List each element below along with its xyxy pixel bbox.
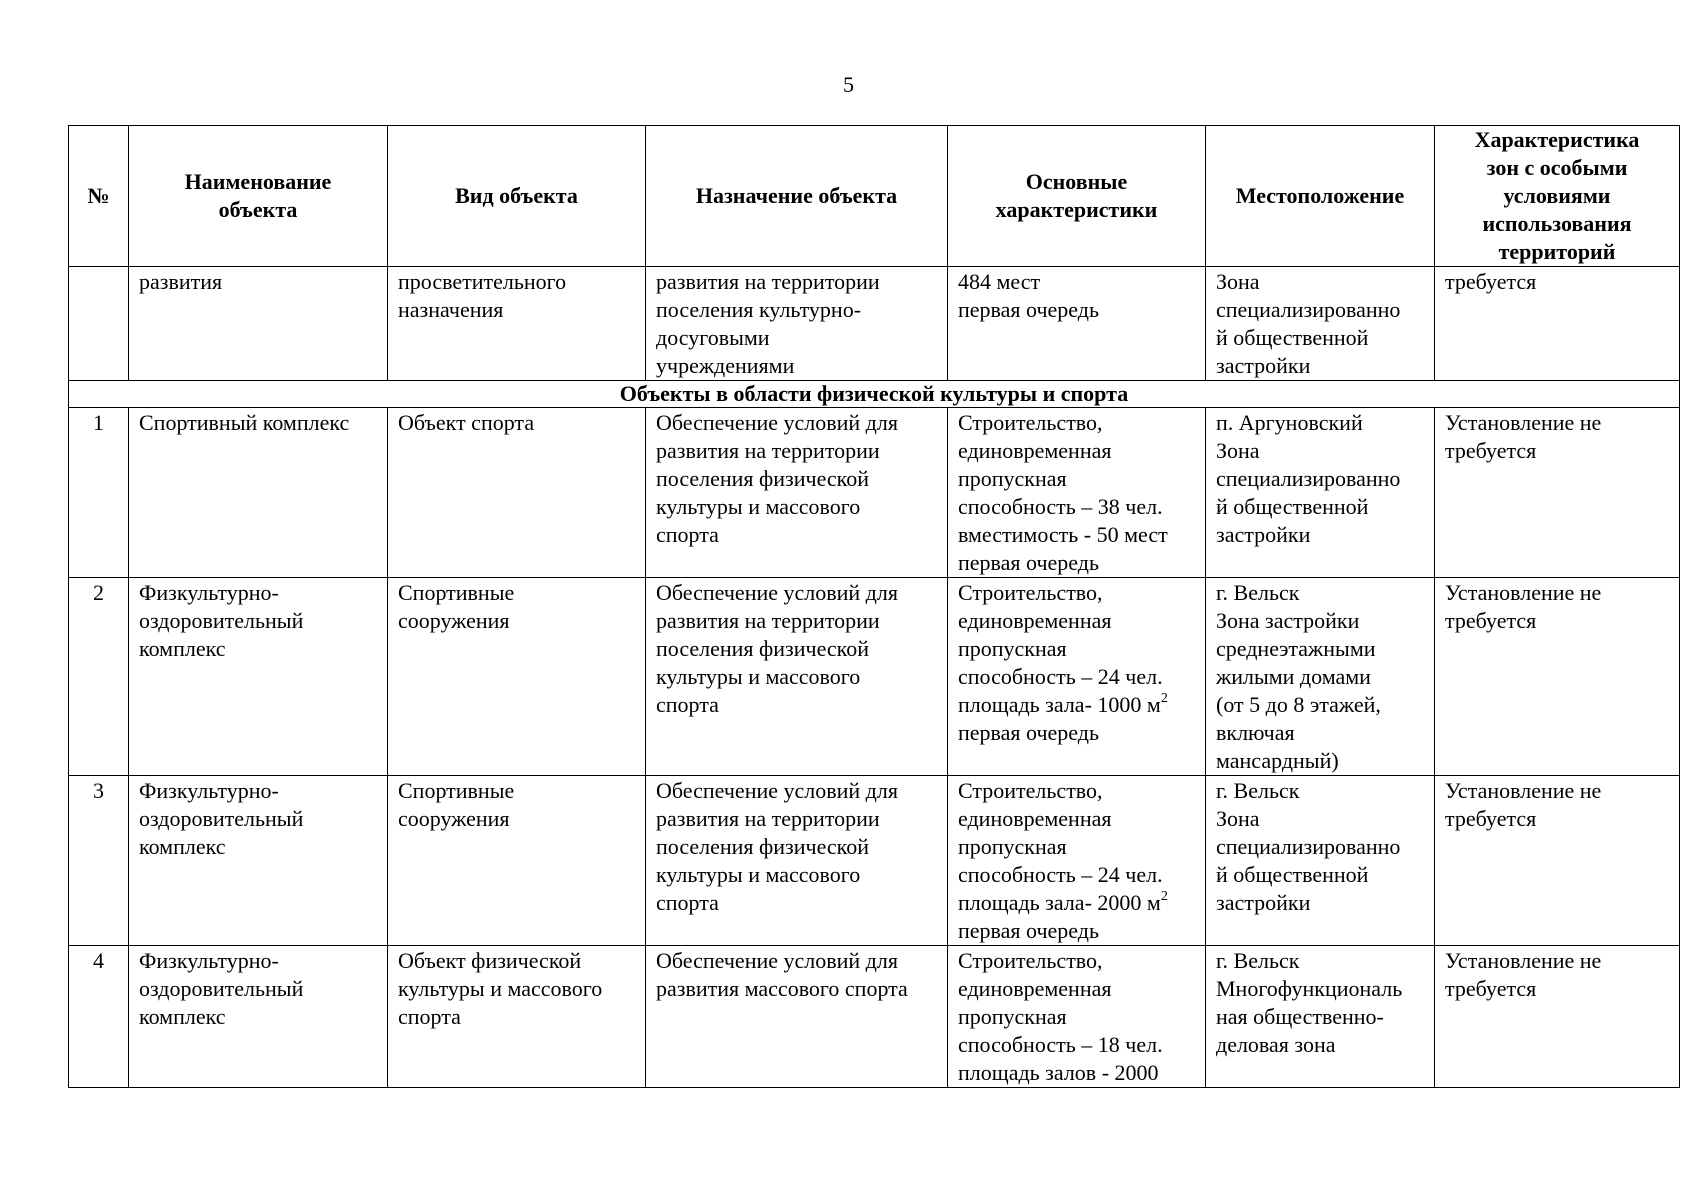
cell-location: [1206, 408, 1435, 578]
cell-line: развития на территории: [656, 269, 880, 294]
cell-line: Спортивные: [398, 778, 515, 803]
cell-characteristics: [948, 578, 1206, 776]
cell-line: [958, 889, 1195, 917]
cell-line: культуры и массового: [656, 664, 861, 689]
cell-line: ная общественно-: [1216, 1004, 1384, 1029]
cell-line: единовременная: [958, 608, 1112, 633]
cell-location: [1206, 776, 1435, 946]
area-text: площадь зала- 1000 м: [958, 692, 1161, 717]
cell-line: назначения: [398, 297, 504, 322]
cell-type: [388, 776, 646, 946]
cell-line: п. Аргуновский: [1216, 410, 1363, 435]
header-zones-line: использования: [1482, 211, 1632, 236]
cell-line: просветительного: [398, 269, 567, 294]
cell-line: Зона застройки: [1216, 608, 1360, 633]
cell-characteristics: [948, 408, 1206, 578]
cell-line: г. Вельск: [1216, 580, 1300, 605]
cell-line: деловая зона: [1216, 1032, 1336, 1057]
cell-characteristics: [948, 267, 1206, 381]
cell-line: 484 мест: [958, 269, 1041, 294]
cell-line: й общественной: [1216, 494, 1369, 519]
section-row: [69, 381, 1680, 408]
cell-line: [958, 691, 1195, 719]
cell-line: жилыми домами: [1216, 664, 1371, 689]
cell-line: спорта: [656, 522, 719, 547]
cell-location: [1206, 578, 1435, 776]
cell-zones: [1435, 776, 1680, 946]
cell-line: Установление не: [1445, 410, 1602, 435]
cell-line: пропускная: [958, 466, 1067, 491]
cell-line: оздоровительный: [139, 806, 304, 831]
cell-type: [388, 578, 646, 776]
cell-line: комплекс: [139, 1004, 226, 1029]
header-zones-line: Характеристика: [1474, 127, 1640, 152]
cell-line: г. Вельск: [1216, 778, 1300, 803]
cell-line: Установление не: [1445, 580, 1602, 605]
area-superscript: 2: [1160, 889, 1168, 904]
header-name-line: Наименование: [184, 169, 332, 194]
cell-line: оздоровительный: [139, 608, 304, 633]
cell-line: Многофункциональ: [1216, 976, 1403, 1001]
cell-line: Строительство,: [958, 948, 1103, 973]
header-zones: [1435, 126, 1680, 267]
cell-zones: [1435, 267, 1680, 381]
cell-line: требуется: [1445, 269, 1537, 294]
cell-line: включая: [1216, 720, 1295, 745]
cell-line: Строительство,: [958, 580, 1103, 605]
table-row: [69, 408, 1680, 578]
cell-line: мансардный): [1216, 748, 1339, 773]
cell-line: площадь залов - 2000: [958, 1060, 1159, 1085]
cell-line: Физкультурно-: [139, 948, 279, 973]
cell-line: единовременная: [958, 976, 1112, 1001]
table-row: [69, 946, 1680, 1088]
cell-line: (от 5 до 8 этажей,: [1216, 692, 1381, 717]
cell-line: специализированно: [1216, 466, 1401, 491]
cell-line: способность – 38 чел.: [958, 494, 1163, 519]
area-text: площадь зала- 2000 м: [958, 890, 1161, 915]
cell-location: [1206, 946, 1435, 1088]
cell-line: Обеспечение условий для: [656, 948, 898, 973]
cell-line: Объект физической: [398, 948, 582, 973]
cell-line: застройки: [1216, 890, 1311, 915]
area-superscript: 2: [1160, 691, 1168, 706]
table-header-row: [69, 126, 1680, 267]
cell-location: [1206, 267, 1435, 381]
cell-line: единовременная: [958, 806, 1112, 831]
cell-line: Спортивные: [398, 580, 515, 605]
cell-line: Обеспечение условий для: [656, 580, 898, 605]
cell-line: й общественной: [1216, 325, 1369, 350]
cell-line: комплекс: [139, 834, 226, 859]
cell-line: сооружения: [398, 608, 510, 633]
cell-line: развития на территории: [656, 608, 880, 633]
cell-line: Установление не: [1445, 778, 1602, 803]
cell-line: развития массового спорта: [656, 976, 908, 1001]
header-purpose: Назначение объекта: [646, 126, 948, 267]
cell-purpose: [646, 408, 948, 578]
cell-name: [129, 946, 388, 1088]
cell-line: пропускная: [958, 636, 1067, 661]
cell-line: Обеспечение условий для: [656, 778, 898, 803]
cell-line: сооружения: [398, 806, 510, 831]
cell-line: способность – 24 чел.: [958, 862, 1163, 887]
cell-line: пропускная: [958, 834, 1067, 859]
cell-line: вместимость - 50 мест: [958, 522, 1168, 547]
cell-line: Зона: [1216, 269, 1260, 294]
cell-num: 3: [69, 776, 129, 946]
cell-line: оздоровительный: [139, 976, 304, 1001]
cell-num: 1: [69, 408, 129, 578]
cell-line: Установление не: [1445, 948, 1602, 973]
header-zones-line: зон с особыми: [1486, 155, 1628, 180]
header-num: №: [69, 126, 129, 267]
cell-name: [129, 267, 388, 381]
page-number: 5: [843, 72, 854, 97]
header-zones-line: территорий: [1498, 239, 1616, 264]
cell-line: культуры и массового: [656, 494, 861, 519]
cell-purpose: [646, 776, 948, 946]
cell-line: учреждениями: [656, 353, 795, 378]
cell-line: й общественной: [1216, 862, 1369, 887]
cell-line: комплекс: [139, 636, 226, 661]
cell-purpose: [646, 267, 948, 381]
cell-zones: [1435, 578, 1680, 776]
cell-characteristics: [948, 946, 1206, 1088]
cell-line: поселения физической: [656, 636, 870, 661]
continuation-row: [69, 267, 1680, 381]
cell-purpose: [646, 946, 948, 1088]
cell-line: Зона: [1216, 438, 1260, 463]
cell-line: спорта: [656, 692, 719, 717]
cell-line: г. Вельск: [1216, 948, 1300, 973]
cell-line: единовременная: [958, 438, 1112, 463]
cell-line: Зона: [1216, 806, 1260, 831]
header-name: [129, 126, 388, 267]
cell-line: поселения физической: [656, 466, 870, 491]
cell-line: среднеэтажными: [1216, 636, 1376, 661]
cell-line: специализированно: [1216, 297, 1401, 322]
header-zones-line: условиями: [1503, 183, 1611, 208]
cell-line: специализированно: [1216, 834, 1401, 859]
header-characteristics-line: Основные: [1025, 169, 1128, 194]
objects-table: [68, 125, 1680, 1088]
cell-line: первая очередь: [958, 720, 1099, 745]
cell-line: пропускная: [958, 1004, 1067, 1029]
section-title: Объекты в области физической культуры и спорта: [69, 381, 1680, 408]
cell-line: Строительство,: [958, 410, 1103, 435]
cell-line: развития на территории: [656, 806, 880, 831]
cell-line: развития: [139, 269, 223, 294]
table-row: [69, 578, 1680, 776]
cell-line: спорта: [656, 890, 719, 915]
cell-line: требуется: [1445, 976, 1537, 1001]
cell-line: поселения культурно-: [656, 297, 862, 322]
cell-line: первая очередь: [958, 297, 1099, 322]
cell-type: [388, 408, 646, 578]
cell-line: требуется: [1445, 608, 1537, 633]
cell-characteristics: [948, 776, 1206, 946]
header-name-line: объекта: [218, 197, 298, 222]
cell-num: 2: [69, 578, 129, 776]
header-type: Вид объекта: [388, 126, 646, 267]
cell-purpose: [646, 578, 948, 776]
cell-line: первая очередь: [958, 918, 1099, 943]
header-characteristics: [948, 126, 1206, 267]
cell-line: способность – 18 чел.: [958, 1032, 1163, 1057]
header-characteristics-line: характеристики: [995, 197, 1158, 222]
cell-num: [69, 267, 129, 381]
cell-line: застройки: [1216, 522, 1311, 547]
cell-line: способность – 24 чел.: [958, 664, 1163, 689]
cell-line: Объект спорта: [398, 410, 535, 435]
cell-line: досуговыми: [656, 325, 770, 350]
cell-name: [129, 776, 388, 946]
cell-line: поселения физической: [656, 834, 870, 859]
cell-line: Физкультурно-: [139, 580, 279, 605]
cell-line: Физкультурно-: [139, 778, 279, 803]
cell-num: 4: [69, 946, 129, 1088]
cell-name: [129, 408, 388, 578]
cell-line: развития на территории: [656, 438, 880, 463]
cell-line: Спортивный комплекс: [139, 410, 350, 435]
cell-line: спорта: [398, 1004, 461, 1029]
cell-line: культуры и массового: [656, 862, 861, 887]
cell-line: Строительство,: [958, 778, 1103, 803]
cell-name: [129, 578, 388, 776]
cell-type: [388, 946, 646, 1088]
cell-line: требуется: [1445, 806, 1537, 831]
cell-line: первая очередь: [958, 550, 1099, 575]
cell-zones: [1435, 408, 1680, 578]
cell-line: требуется: [1445, 438, 1537, 463]
cell-line: культуры и массового: [398, 976, 603, 1001]
cell-zones: [1435, 946, 1680, 1088]
table-row: [69, 776, 1680, 946]
header-location: Местоположение: [1206, 126, 1435, 267]
cell-type: [388, 267, 646, 381]
cell-line: застройки: [1216, 353, 1311, 378]
cell-line: Обеспечение условий для: [656, 410, 898, 435]
